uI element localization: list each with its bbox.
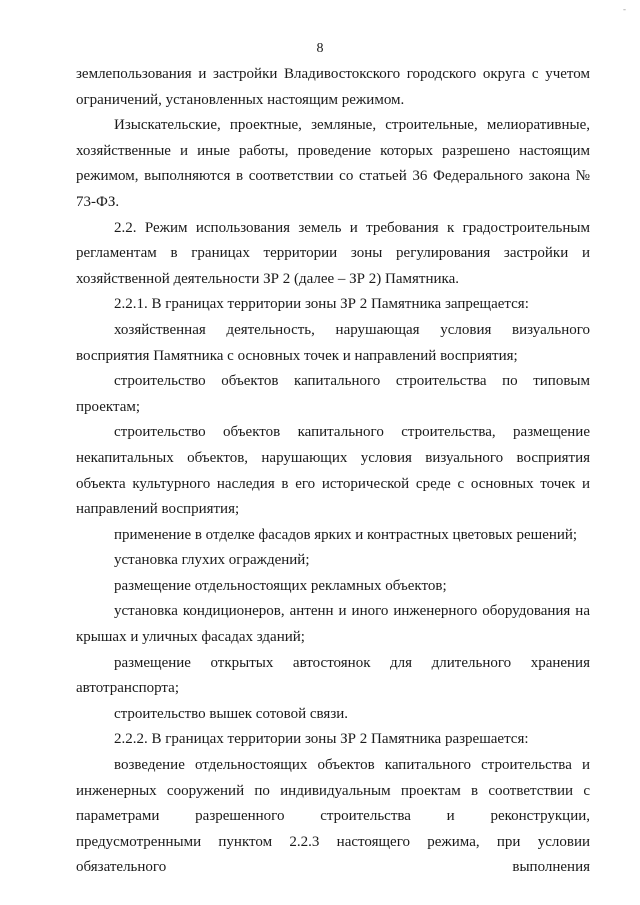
list-item: строительство вышек сотовой связи. (114, 705, 349, 722)
list-item: установка кондиционеров, антенн и иного инженерного оборудования на крышах и уличных фасадах зданий; (76, 603, 590, 646)
list-item: установка глухих ограждений; (114, 552, 310, 569)
list-item: возведение отдельностоящих объектов капитального строительства и инженерных сооружений по индивидуальным проектам в соответствии с параметрами разрешенного строительства и реконструкции, предусмотренными пунктом 2.2.3 настоящего режима, при условии обязательного выполнения (76, 757, 590, 876)
list-item: применение в отделке фасадов ярких и контрастных цветовых решений; (114, 526, 578, 543)
list-item: строительство объектов капитального строительства по типовым проектам; (76, 373, 590, 415)
paragraph-section-2-2-2: 2.2.2. В границах территории зоны ЗР 2 Памятника разрешается: (114, 731, 529, 748)
list-item: размещение открытых автостоянок для длительного хранения автотранспорта; (76, 654, 590, 697)
list-item: хозяйственная деятельность, нарушающая условия визуального восприятия Памятника с основных точек и направлений восприятия; (76, 321, 590, 364)
document-body (76, 62, 590, 881)
paragraph-section-2-2: 2.2. Режим использования земель и требования к градостроительным регламентам в границах территории зоны регулирования застройки и хозяйственной деятельности ЗР 2 (далее – ЗР 2) Памятника. (76, 219, 590, 287)
list-item: размещение отдельностоящих рекламных объектов; (114, 577, 447, 594)
paragraph-section-2-2-1: 2.2.1. В границах территории зоны ЗР 2 Памятника запрещается: (114, 296, 529, 313)
paragraph-works: Изыскательские, проектные, земляные, строительные, мелиоративные, хозяйственные и иные работы, проведение которых разрешено настоящим режимом, выполняются в соответствии со статьей 36 Федерального закона № 73-ФЗ. (76, 117, 590, 210)
corner-mark: - (623, 4, 626, 14)
page-number: 8 (316, 41, 324, 56)
list-item: строительство объектов капитального строительства, размещение некапитальных объектов, нарушающих условия визуального восприятия объекта культурного наследия в его исторической среде с основных точек и направлений восприятия; (76, 424, 590, 518)
paragraph-continuation: землепользования и застройки Владивостокского городского округа с учетом ограничений, установленных настоящим режимом. (76, 66, 590, 108)
